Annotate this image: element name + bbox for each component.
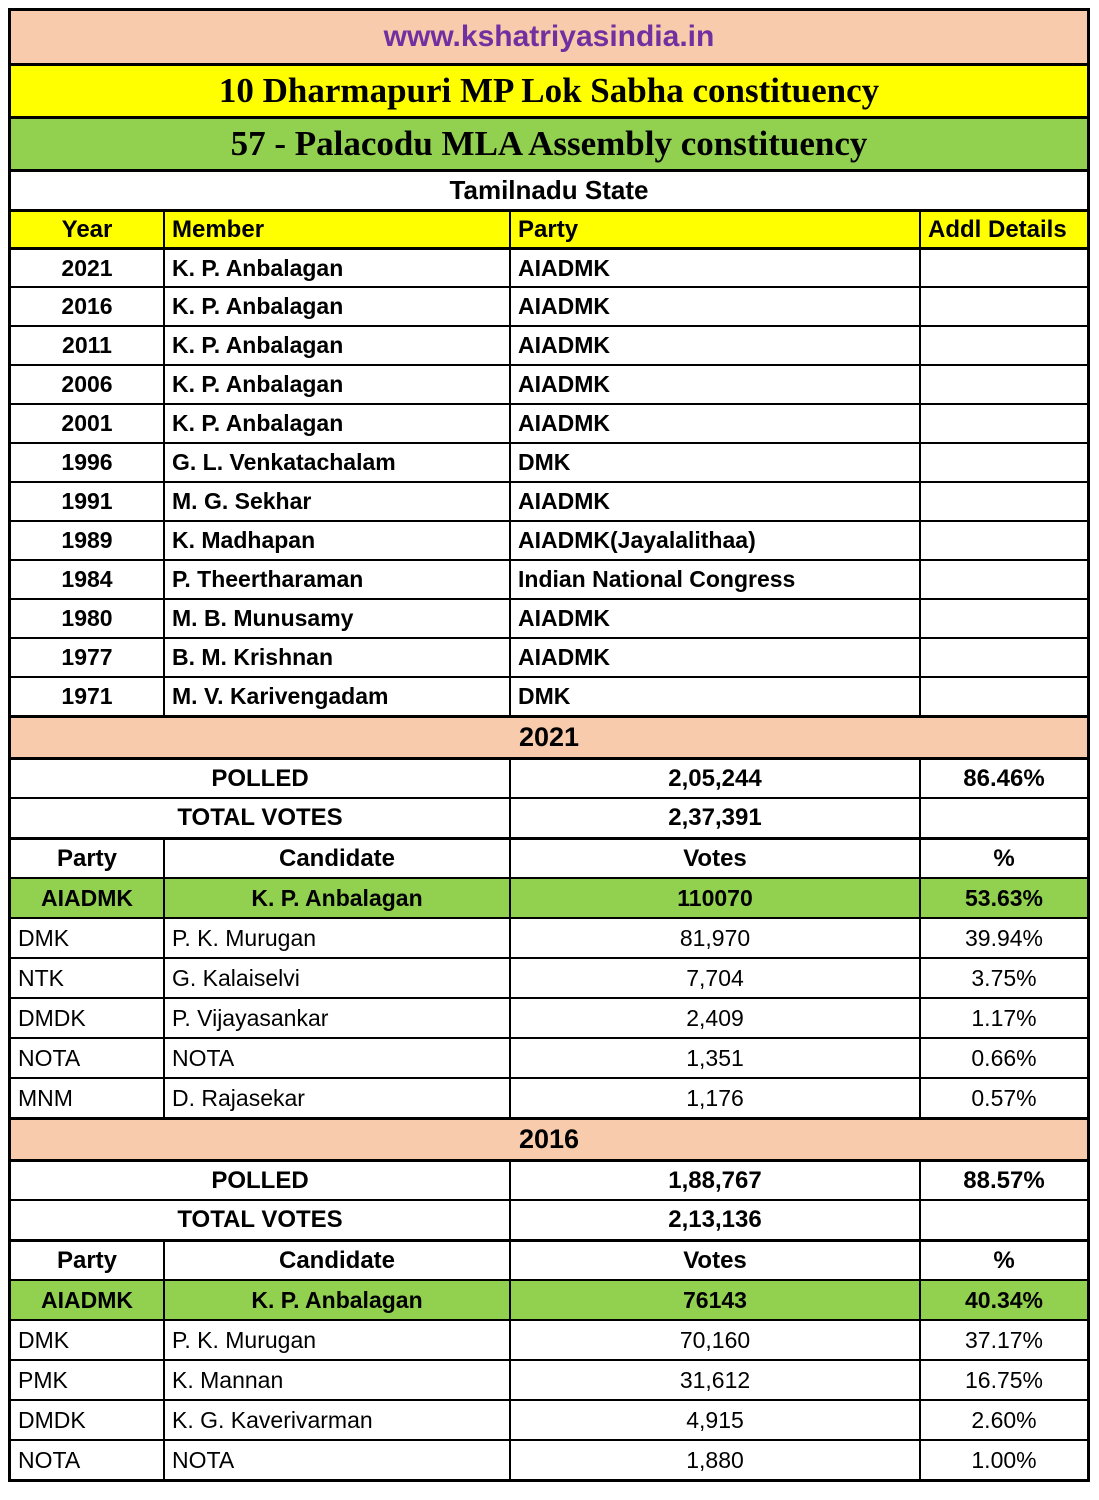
year-cell: 1977 [61, 644, 113, 670]
result-row [11, 1359, 1087, 1399]
result-row [11, 997, 1087, 1037]
result-row [11, 1319, 1087, 1359]
party-cell: DMK [509, 444, 919, 481]
addl-cell [919, 483, 1087, 520]
header-votes: Votes [509, 840, 919, 877]
result-row [11, 957, 1087, 997]
member-cell: P. Theertharaman [163, 561, 509, 598]
party-cell: AIADMK [509, 366, 919, 403]
party-cell: MNM [18, 1084, 73, 1111]
votes-cell: 2,409 [509, 999, 919, 1037]
result-row [11, 1439, 1087, 1479]
party-cell: DMDK [18, 1004, 86, 1031]
state-name: Tamilnadu State [449, 175, 649, 205]
member-cell: K. Madhapan [163, 522, 509, 559]
year-cell: 1989 [61, 527, 113, 553]
polled-label: POLLED [211, 1166, 309, 1194]
polled-label: POLLED [211, 764, 309, 792]
table-row [11, 247, 1087, 286]
addl-cell [919, 288, 1087, 325]
percentage-cell: 2.60% [919, 1401, 1087, 1439]
percentage-cell: 37.17% [919, 1321, 1087, 1359]
polled-row-2021 [11, 757, 1087, 797]
party-cell: AIADMK [41, 1286, 133, 1313]
total-votes-value: 2,13,136 [509, 1201, 919, 1239]
party-cell: AIADMK [509, 483, 919, 520]
addl-cell [919, 444, 1087, 481]
constituency-results-sheet [8, 8, 1090, 1482]
election-year-2016: 2016 [518, 1124, 580, 1154]
party-cell: DMK [18, 924, 70, 951]
percentage-cell: 1.00% [919, 1441, 1087, 1479]
table-row [11, 559, 1087, 598]
addl-cell [919, 250, 1087, 286]
percentage-cell: 16.75% [919, 1361, 1087, 1399]
candidate-cell: P. Vijayasankar [163, 999, 509, 1037]
candidate-cell: NOTA [163, 1039, 509, 1077]
year-cell: 2011 [62, 332, 112, 358]
addl-cell [919, 678, 1087, 715]
candidate-cell: K. P. Anbalagan [163, 1281, 509, 1319]
member-cell: K. P. Anbalagan [163, 288, 509, 325]
votes-cell: 76143 [509, 1281, 919, 1319]
year-cell: 1984 [61, 566, 113, 592]
addl-cell [919, 639, 1087, 676]
votes-cell: 81,970 [509, 919, 919, 957]
header-addl-details: Addl Details [919, 212, 1087, 247]
table-row [11, 403, 1087, 442]
total-votes-label: TOTAL VOTES [177, 1206, 343, 1233]
votes-cell: 7,704 [509, 959, 919, 997]
table-row [11, 598, 1087, 637]
member-cell: K. P. Anbalagan [163, 366, 509, 403]
party-cell: AIADMK(Jayalalithaa) [509, 522, 919, 559]
votes-cell: 1,176 [509, 1079, 919, 1117]
member-cell: G. L. Venkatachalam [163, 444, 509, 481]
table-row [11, 637, 1087, 676]
percentage-cell: 0.66% [919, 1039, 1087, 1077]
winner-row [11, 1279, 1087, 1319]
votes-cell: 1,880 [509, 1441, 919, 1479]
candidate-cell: K. Mannan [163, 1361, 509, 1399]
party-cell: Indian National Congress [509, 561, 919, 598]
candidate-cell: K. G. Kaverivarman [163, 1401, 509, 1439]
winner-row [11, 877, 1087, 917]
election-year-banner-2016 [11, 1117, 1087, 1159]
assembly-constituency-banner [11, 116, 1087, 169]
percentage-cell: 40.34% [919, 1281, 1087, 1319]
table-row [11, 364, 1087, 403]
party-cell: AIADMK [509, 639, 919, 676]
polled-value: 2,05,244 [509, 760, 919, 797]
header-votes: Votes [509, 1242, 919, 1279]
addl-cell [919, 522, 1087, 559]
member-cell: B. M. Krishnan [163, 639, 509, 676]
result-row [11, 917, 1087, 957]
votes-cell: 1,351 [509, 1039, 919, 1077]
candidate-cell: K. P. Anbalagan [163, 879, 509, 917]
election-year-banner-2021 [11, 715, 1087, 757]
percentage-cell: 1.17% [919, 999, 1087, 1037]
table-row [11, 325, 1087, 364]
header-year: Year [61, 215, 113, 243]
party-cell: DMDK [18, 1406, 86, 1433]
lok-sabha-constituency-title: 10 Dharmapuri MP Lok Sabha constituency [218, 71, 880, 110]
total-votes-row-2021 [11, 797, 1087, 837]
table-row [11, 481, 1087, 520]
member-cell: K. P. Anbalagan [163, 327, 509, 364]
results-table-header-2016 [11, 1239, 1087, 1279]
assembly-constituency-title: 57 - Palacodu MLA Assembly constituency [230, 124, 868, 163]
total-votes-percentage [919, 799, 1087, 837]
party-cell: AIADMK [509, 250, 919, 286]
member-cell: M. G. Sekhar [163, 483, 509, 520]
polled-row-2016 [11, 1159, 1087, 1199]
addl-cell [919, 561, 1087, 598]
candidate-cell: G. Kalaiselvi [163, 959, 509, 997]
party-cell: NOTA [18, 1446, 81, 1473]
polled-value: 1,88,767 [509, 1162, 919, 1199]
party-cell: AIADMK [509, 288, 919, 325]
total-votes-label: TOTAL VOTES [177, 804, 343, 831]
header-percentage: % [919, 840, 1087, 877]
addl-cell [919, 327, 1087, 364]
party-cell: AIADMK [509, 600, 919, 637]
lok-sabha-constituency-banner [11, 63, 1087, 116]
total-votes-row-2016 [11, 1199, 1087, 1239]
party-cell: AIADMK [41, 884, 133, 911]
year-cell: 2001 [61, 410, 113, 436]
party-cell: AIADMK [509, 405, 919, 442]
year-cell: 1996 [61, 449, 113, 475]
votes-cell: 4,915 [509, 1401, 919, 1439]
total-votes-value: 2,37,391 [509, 799, 919, 837]
year-cell: 1971 [61, 683, 113, 709]
election-year-2021: 2021 [518, 722, 580, 752]
candidate-cell: NOTA [163, 1441, 509, 1479]
table-row [11, 286, 1087, 325]
header-percentage: % [919, 1242, 1087, 1279]
header-party: Party [509, 212, 919, 247]
header-party: Party [56, 844, 118, 872]
members-table-header [11, 209, 1087, 247]
party-cell: PMK [18, 1366, 68, 1393]
percentage-cell: 53.63% [919, 879, 1087, 917]
year-cell: 2016 [61, 293, 113, 319]
party-cell: NTK [18, 964, 64, 991]
year-cell: 2021 [61, 254, 113, 281]
party-cell: AIADMK [509, 327, 919, 364]
table-row [11, 520, 1087, 559]
state-name-row [11, 169, 1087, 209]
header-member: Member [163, 212, 509, 247]
votes-cell: 110070 [509, 879, 919, 917]
result-row [11, 1077, 1087, 1117]
result-row [11, 1037, 1087, 1077]
table-row [11, 442, 1087, 481]
candidate-cell: P. K. Murugan [163, 1321, 509, 1359]
member-cell: M. V. Karivengadam [163, 678, 509, 715]
percentage-cell: 0.57% [919, 1079, 1087, 1117]
member-cell: M. B. Munusamy [163, 600, 509, 637]
member-cell: K. P. Anbalagan [163, 250, 509, 286]
results-table-header-2021 [11, 837, 1087, 877]
year-cell: 1991 [61, 488, 113, 514]
polled-percentage: 86.46% [919, 760, 1087, 797]
member-cell: K. P. Anbalagan [163, 405, 509, 442]
result-row [11, 1399, 1087, 1439]
party-cell: NOTA [18, 1044, 81, 1071]
year-cell: 2006 [61, 371, 113, 397]
candidate-cell: P. K. Murugan [163, 919, 509, 957]
party-cell: DMK [509, 678, 919, 715]
addl-cell [919, 405, 1087, 442]
total-votes-percentage [919, 1201, 1087, 1239]
votes-cell: 70,160 [509, 1321, 919, 1359]
header-candidate: Candidate [163, 840, 509, 877]
year-cell: 1980 [61, 605, 113, 631]
table-row [11, 676, 1087, 715]
header-candidate: Candidate [163, 1242, 509, 1279]
header-party: Party [56, 1246, 118, 1274]
candidate-cell: D. Rajasekar [163, 1079, 509, 1117]
votes-cell: 31,612 [509, 1361, 919, 1399]
addl-cell [919, 366, 1087, 403]
addl-cell [919, 600, 1087, 637]
percentage-cell: 39.94% [919, 919, 1087, 957]
website-url-banner [11, 11, 1087, 63]
polled-percentage: 88.57% [919, 1162, 1087, 1199]
website-url-link[interactable]: www.kshatriyasindia.in [383, 20, 715, 53]
percentage-cell: 3.75% [919, 959, 1087, 997]
party-cell: DMK [18, 1326, 70, 1353]
